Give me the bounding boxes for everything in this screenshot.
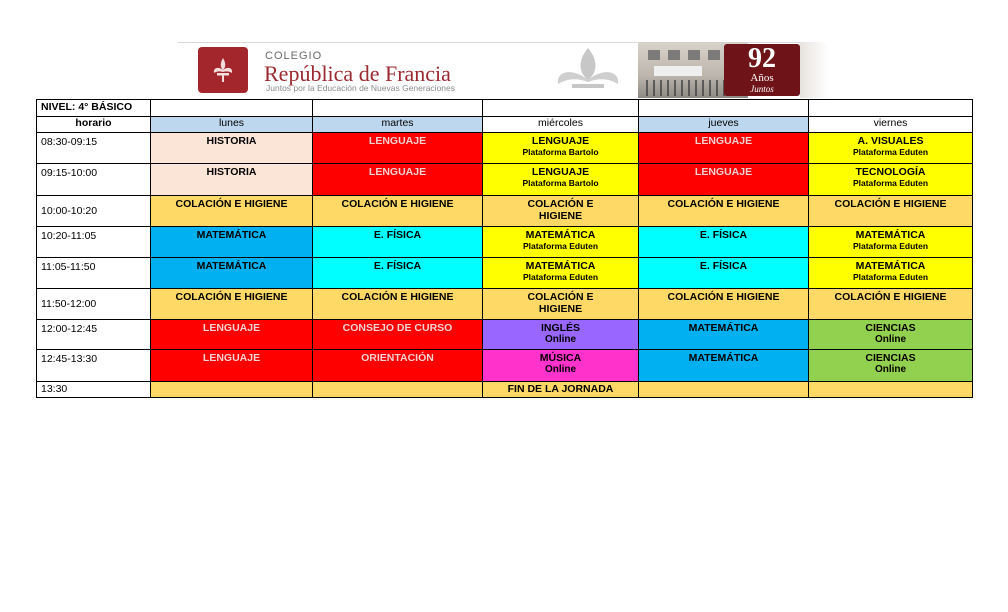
subject: TECNOLOGÍA bbox=[855, 166, 926, 178]
note: Online bbox=[544, 334, 577, 345]
subject: LENGUAJE bbox=[368, 166, 427, 178]
time-cell: 11:50-12:00 bbox=[37, 289, 151, 320]
subject: E. FÍSICA bbox=[373, 260, 422, 272]
class-cell bbox=[809, 164, 973, 196]
subject: E. FÍSICA bbox=[373, 229, 422, 241]
subject: MATEMÁTICA bbox=[196, 260, 267, 272]
end-of-day-label: FIN DE LA JORNADA bbox=[507, 383, 614, 395]
note: Plataforma Bartolo bbox=[522, 178, 599, 188]
school-banner bbox=[178, 42, 828, 98]
school-label: COLEGIO bbox=[265, 50, 323, 62]
class-cell bbox=[639, 227, 809, 258]
subject: LENGUAJE bbox=[202, 352, 261, 364]
class-cell bbox=[151, 196, 313, 227]
subject: LENGUAJE bbox=[368, 135, 427, 147]
subject: COLACIÓN E bbox=[527, 198, 594, 210]
blank-cell bbox=[483, 100, 639, 117]
class-cell bbox=[313, 289, 483, 320]
subject: E. FÍSICA bbox=[699, 229, 748, 241]
column-header-viernes: viernes bbox=[809, 117, 973, 133]
subject: MATEMÁTICA bbox=[525, 229, 596, 241]
subject bbox=[151, 382, 312, 383]
subject: MÚSICA bbox=[539, 352, 582, 364]
class-cell bbox=[483, 289, 639, 320]
window bbox=[708, 50, 720, 60]
subject: LENGUAJE bbox=[531, 166, 590, 178]
subject: E. FÍSICA bbox=[699, 260, 748, 272]
subject-continued: HIGIENE bbox=[538, 210, 583, 222]
column-header-horario: horario bbox=[37, 117, 151, 133]
column-header-lunes: lunes bbox=[151, 117, 313, 133]
subject bbox=[639, 382, 808, 383]
time-cell: 12:00-12:45 bbox=[37, 320, 151, 350]
time-cell: 13:30 bbox=[37, 382, 151, 398]
blank-cell bbox=[151, 100, 313, 117]
class-cell bbox=[483, 196, 639, 227]
class-cell bbox=[809, 382, 973, 398]
subject bbox=[809, 382, 972, 383]
class-cell bbox=[151, 289, 313, 320]
column-header-jueves: jueves bbox=[639, 117, 809, 133]
class-cell bbox=[809, 258, 973, 289]
subject: COLACIÓN E HIGIENE bbox=[667, 198, 780, 210]
class-cell bbox=[639, 258, 809, 289]
anniversary-number: 92 bbox=[748, 43, 776, 74]
school-slogan: Juntos por la Educación de Nuevas Generaciones bbox=[266, 83, 456, 93]
subject bbox=[313, 382, 482, 383]
subject-continued: HIGIENE bbox=[538, 303, 583, 315]
class-cell bbox=[483, 227, 639, 258]
subject: COLACIÓN E HIGIENE bbox=[175, 291, 288, 303]
subject: MATEMÁTICA bbox=[855, 260, 926, 272]
fleur-de-lis-icon bbox=[208, 55, 238, 85]
blank-cell bbox=[809, 100, 973, 117]
window bbox=[648, 50, 660, 60]
table-row bbox=[37, 289, 973, 320]
subject: MATEMÁTICA bbox=[855, 229, 926, 241]
building-sign bbox=[654, 66, 702, 76]
class-cell bbox=[313, 164, 483, 196]
subject: ORIENTACIÓN bbox=[361, 352, 434, 364]
class-cell bbox=[483, 382, 639, 398]
table-row bbox=[37, 227, 973, 258]
class-cell bbox=[313, 133, 483, 164]
subject: COLACIÓN E HIGIENE bbox=[175, 198, 288, 210]
class-cell bbox=[151, 320, 313, 350]
subject: LENGUAJE bbox=[531, 135, 590, 147]
class-cell bbox=[313, 227, 483, 258]
class-cell bbox=[313, 382, 483, 398]
class-cell bbox=[313, 350, 483, 382]
note: Plataforma Eduten bbox=[522, 272, 599, 282]
note: Plataforma Bartolo bbox=[522, 147, 599, 157]
class-cell bbox=[313, 258, 483, 289]
subject: A. VISUALES bbox=[857, 135, 924, 147]
class-cell bbox=[809, 350, 973, 382]
class-cell bbox=[483, 133, 639, 164]
class-cell bbox=[151, 258, 313, 289]
school-name: República de Francia bbox=[264, 61, 451, 86]
schedule-table bbox=[36, 99, 973, 398]
subject: MATEMÁTICA bbox=[196, 229, 267, 241]
class-cell bbox=[313, 196, 483, 227]
subject: LENGUAJE bbox=[202, 322, 261, 334]
note: Online bbox=[544, 364, 577, 375]
window bbox=[688, 50, 700, 60]
class-cell bbox=[151, 382, 313, 398]
class-cell bbox=[313, 320, 483, 350]
time-cell: 10:00-10:20 bbox=[37, 196, 151, 227]
banner-fade bbox=[800, 42, 828, 98]
class-cell bbox=[639, 133, 809, 164]
time-cell: 08:30-09:15 bbox=[37, 133, 151, 164]
note: Plataforma Eduten bbox=[852, 178, 929, 188]
table-row bbox=[37, 100, 973, 117]
class-cell bbox=[639, 289, 809, 320]
class-cell bbox=[809, 227, 973, 258]
subject: MATEMÁTICA bbox=[525, 260, 596, 272]
blank-cell bbox=[313, 100, 483, 117]
table-row bbox=[37, 258, 973, 289]
class-cell bbox=[483, 164, 639, 196]
subject: LENGUAJE bbox=[694, 166, 753, 178]
subject: CIENCIAS bbox=[865, 352, 916, 364]
note: Online bbox=[874, 364, 907, 375]
table-row bbox=[37, 164, 973, 196]
class-cell bbox=[151, 133, 313, 164]
class-cell bbox=[639, 164, 809, 196]
note: Plataforma Eduten bbox=[852, 241, 929, 251]
table-row bbox=[37, 350, 973, 382]
class-cell bbox=[639, 320, 809, 350]
decorative-fleur-icon bbox=[538, 44, 638, 96]
anniversary-tag: Juntos bbox=[750, 84, 774, 94]
subject: COLACIÓN E HIGIENE bbox=[834, 198, 947, 210]
time-cell: 09:15-10:00 bbox=[37, 164, 151, 196]
anniversary-badge bbox=[724, 44, 800, 96]
subject: COLACIÓN E HIGIENE bbox=[341, 198, 454, 210]
table-row bbox=[37, 196, 973, 227]
subject: HISTORIA bbox=[206, 135, 257, 147]
class-cell bbox=[151, 227, 313, 258]
class-cell bbox=[809, 289, 973, 320]
class-cell bbox=[809, 320, 973, 350]
time-cell: 10:20-11:05 bbox=[37, 227, 151, 258]
window bbox=[668, 50, 680, 60]
subject: MATEMÁTICA bbox=[688, 352, 759, 364]
table-header-row bbox=[37, 117, 973, 133]
time-cell: 11:05-11:50 bbox=[37, 258, 151, 289]
subject: MATEMÁTICA bbox=[688, 322, 759, 334]
subject: COLACIÓN E bbox=[527, 291, 594, 303]
note: Plataforma Eduten bbox=[852, 147, 929, 157]
class-cell bbox=[483, 258, 639, 289]
note: Plataforma Eduten bbox=[852, 272, 929, 282]
class-cell bbox=[151, 164, 313, 196]
subject: LENGUAJE bbox=[694, 135, 753, 147]
class-cell bbox=[639, 196, 809, 227]
subject: HISTORIA bbox=[206, 166, 257, 178]
subject: INGLÉS bbox=[540, 322, 581, 334]
class-cell bbox=[639, 382, 809, 398]
subject: COLACIÓN E HIGIENE bbox=[341, 291, 454, 303]
subject: COLACIÓN E HIGIENE bbox=[667, 291, 780, 303]
time-cell: 12:45-13:30 bbox=[37, 350, 151, 382]
table-row bbox=[37, 133, 973, 164]
class-cell bbox=[483, 350, 639, 382]
subject: CIENCIAS bbox=[865, 322, 916, 334]
anniversary-word: Años bbox=[750, 72, 774, 84]
class-cell bbox=[639, 350, 809, 382]
subject: COLACIÓN E HIGIENE bbox=[834, 291, 947, 303]
column-header-miercoles: miércoles bbox=[483, 117, 639, 133]
class-cell bbox=[809, 133, 973, 164]
nivel-label: NIVEL: 4° BÁSICO bbox=[37, 100, 151, 117]
note: Plataforma Eduten bbox=[522, 241, 599, 251]
note: Online bbox=[874, 334, 907, 345]
blank-cell bbox=[639, 100, 809, 117]
table-row bbox=[37, 382, 973, 398]
subject: CONSEJO DE CURSO bbox=[342, 322, 453, 334]
class-cell bbox=[809, 196, 973, 227]
column-header-martes: martes bbox=[313, 117, 483, 133]
table-row bbox=[37, 320, 973, 350]
school-crest-logo bbox=[198, 47, 248, 93]
class-cell bbox=[151, 350, 313, 382]
class-cell bbox=[483, 320, 639, 350]
